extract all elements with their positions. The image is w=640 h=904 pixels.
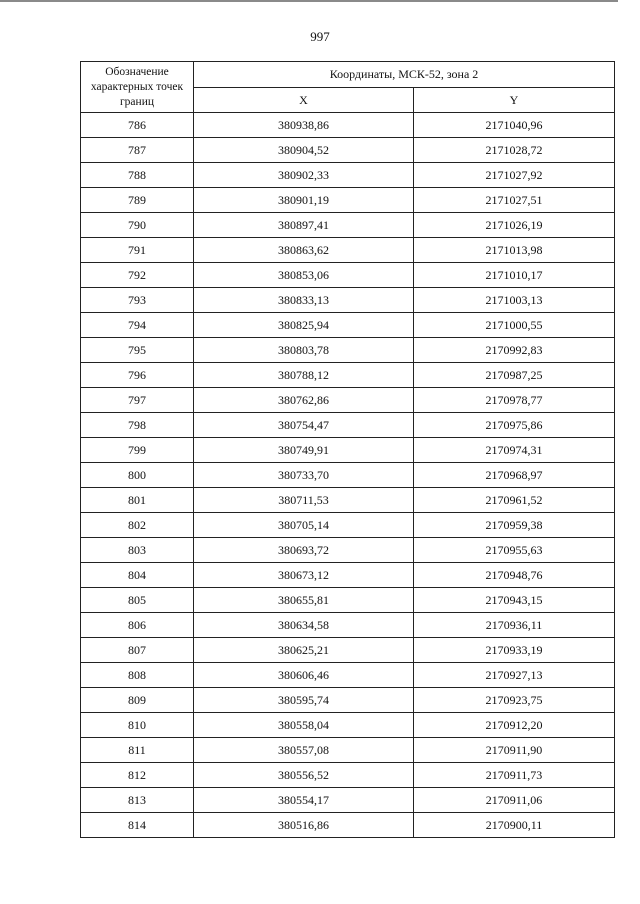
cell-y: 2170987,25 xyxy=(414,363,615,388)
cell-point: 804 xyxy=(81,563,194,588)
table-row xyxy=(81,788,615,813)
cell-y: 2171027,51 xyxy=(414,188,615,213)
page-number: 997 xyxy=(310,29,330,44)
cell-y: 2170948,76 xyxy=(414,563,615,588)
cell-point: 805 xyxy=(81,588,194,613)
cell-y: 2170955,63 xyxy=(414,538,615,563)
table-row xyxy=(81,138,615,163)
cell-x: 380705,14 xyxy=(194,513,414,538)
cell-x: 380516,86 xyxy=(194,813,414,838)
cell-point: 798 xyxy=(81,413,194,438)
cell-y: 2171013,98 xyxy=(414,238,615,263)
header-coords-group: Координаты, МСК-52, зона 2 xyxy=(194,62,615,88)
cell-x: 380825,94 xyxy=(194,313,414,338)
table-row xyxy=(81,188,615,213)
table-row xyxy=(81,538,615,563)
table-row xyxy=(81,588,615,613)
cell-point: 795 xyxy=(81,338,194,363)
table-row xyxy=(81,163,615,188)
table-row xyxy=(81,438,615,463)
cell-y: 2171028,72 xyxy=(414,138,615,163)
cell-point: 810 xyxy=(81,713,194,738)
top-rule xyxy=(0,0,618,2)
cell-y: 2170975,86 xyxy=(414,413,615,438)
table-row xyxy=(81,638,615,663)
cell-point: 793 xyxy=(81,288,194,313)
cell-x: 380634,58 xyxy=(194,613,414,638)
cell-x: 380749,91 xyxy=(194,438,414,463)
table-row xyxy=(81,413,615,438)
cell-point: 807 xyxy=(81,638,194,663)
table-row xyxy=(81,113,615,138)
cell-point: 803 xyxy=(81,538,194,563)
table-row xyxy=(81,563,615,588)
cell-y: 2170912,20 xyxy=(414,713,615,738)
cell-x: 380902,33 xyxy=(194,163,414,188)
cell-point: 800 xyxy=(81,463,194,488)
cell-x: 380853,06 xyxy=(194,263,414,288)
cell-x: 380625,21 xyxy=(194,638,414,663)
cell-x: 380557,08 xyxy=(194,738,414,763)
cell-y: 2170936,11 xyxy=(414,613,615,638)
cell-y: 2170978,77 xyxy=(414,388,615,413)
cell-y: 2170911,73 xyxy=(414,763,615,788)
cell-y: 2170943,15 xyxy=(414,588,615,613)
cell-point: 806 xyxy=(81,613,194,638)
cell-y: 2170927,13 xyxy=(414,663,615,688)
cell-x: 380693,72 xyxy=(194,538,414,563)
cell-point: 813 xyxy=(81,788,194,813)
table-row xyxy=(81,213,615,238)
table-row xyxy=(81,813,615,838)
table-row xyxy=(81,338,615,363)
cell-x: 380733,70 xyxy=(194,463,414,488)
table-row xyxy=(81,238,615,263)
cell-x: 380904,52 xyxy=(194,138,414,163)
cell-y: 2171000,55 xyxy=(414,313,615,338)
cell-x: 380788,12 xyxy=(194,363,414,388)
table-row xyxy=(81,313,615,338)
table-row xyxy=(81,488,615,513)
table-row xyxy=(81,288,615,313)
cell-point: 809 xyxy=(81,688,194,713)
cell-y: 2170974,31 xyxy=(414,438,615,463)
cell-x: 380558,04 xyxy=(194,713,414,738)
table-row xyxy=(81,463,615,488)
cell-x: 380595,74 xyxy=(194,688,414,713)
cell-x: 380754,47 xyxy=(194,413,414,438)
cell-point: 814 xyxy=(81,813,194,838)
cell-y: 2171026,19 xyxy=(414,213,615,238)
coordinates-table xyxy=(80,61,615,838)
header-x: X xyxy=(194,88,414,113)
cell-y: 2170961,52 xyxy=(414,488,615,513)
cell-y: 2170911,06 xyxy=(414,788,615,813)
cell-point: 792 xyxy=(81,263,194,288)
cell-y: 2170968,97 xyxy=(414,463,615,488)
cell-point: 812 xyxy=(81,763,194,788)
cell-point: 801 xyxy=(81,488,194,513)
cell-point: 790 xyxy=(81,213,194,238)
table-row xyxy=(81,663,615,688)
header-point-label: Обозначение характерных точек границ xyxy=(81,62,194,113)
cell-point: 786 xyxy=(81,113,194,138)
cell-x: 380833,13 xyxy=(194,288,414,313)
cell-x: 380673,12 xyxy=(194,563,414,588)
cell-point: 787 xyxy=(81,138,194,163)
cell-point: 808 xyxy=(81,663,194,688)
cell-x: 380711,53 xyxy=(194,488,414,513)
cell-y: 2170911,90 xyxy=(414,738,615,763)
table-row xyxy=(81,688,615,713)
cell-point: 811 xyxy=(81,738,194,763)
cell-point: 794 xyxy=(81,313,194,338)
cell-x: 380938,86 xyxy=(194,113,414,138)
cell-y: 2171003,13 xyxy=(414,288,615,313)
cell-point: 791 xyxy=(81,238,194,263)
cell-point: 788 xyxy=(81,163,194,188)
cell-x: 380556,52 xyxy=(194,763,414,788)
cell-point: 802 xyxy=(81,513,194,538)
table-row xyxy=(81,388,615,413)
table-row xyxy=(81,613,615,638)
cell-y: 2170959,38 xyxy=(414,513,615,538)
cell-x: 380897,41 xyxy=(194,213,414,238)
table-row xyxy=(81,763,615,788)
cell-y: 2170992,83 xyxy=(414,338,615,363)
cell-y: 2171040,96 xyxy=(414,113,615,138)
table-row xyxy=(81,263,615,288)
cell-x: 380762,86 xyxy=(194,388,414,413)
cell-x: 380554,17 xyxy=(194,788,414,813)
cell-point: 789 xyxy=(81,188,194,213)
cell-x: 380863,62 xyxy=(194,238,414,263)
table-row xyxy=(81,363,615,388)
cell-point: 796 xyxy=(81,363,194,388)
table-header xyxy=(81,62,615,113)
cell-point: 797 xyxy=(81,388,194,413)
table-row xyxy=(81,713,615,738)
table-row xyxy=(81,738,615,763)
cell-y: 2170933,19 xyxy=(414,638,615,663)
cell-x: 380655,81 xyxy=(194,588,414,613)
header-y: Y xyxy=(414,88,615,113)
cell-y: 2170900,11 xyxy=(414,813,615,838)
cell-x: 380901,19 xyxy=(194,188,414,213)
cell-point: 799 xyxy=(81,438,194,463)
cell-y: 2171010,17 xyxy=(414,263,615,288)
table-body xyxy=(81,113,615,838)
table-row xyxy=(81,513,615,538)
cell-y: 2171027,92 xyxy=(414,163,615,188)
cell-x: 380606,46 xyxy=(194,663,414,688)
cell-y: 2170923,75 xyxy=(414,688,615,713)
cell-x: 380803,78 xyxy=(194,338,414,363)
